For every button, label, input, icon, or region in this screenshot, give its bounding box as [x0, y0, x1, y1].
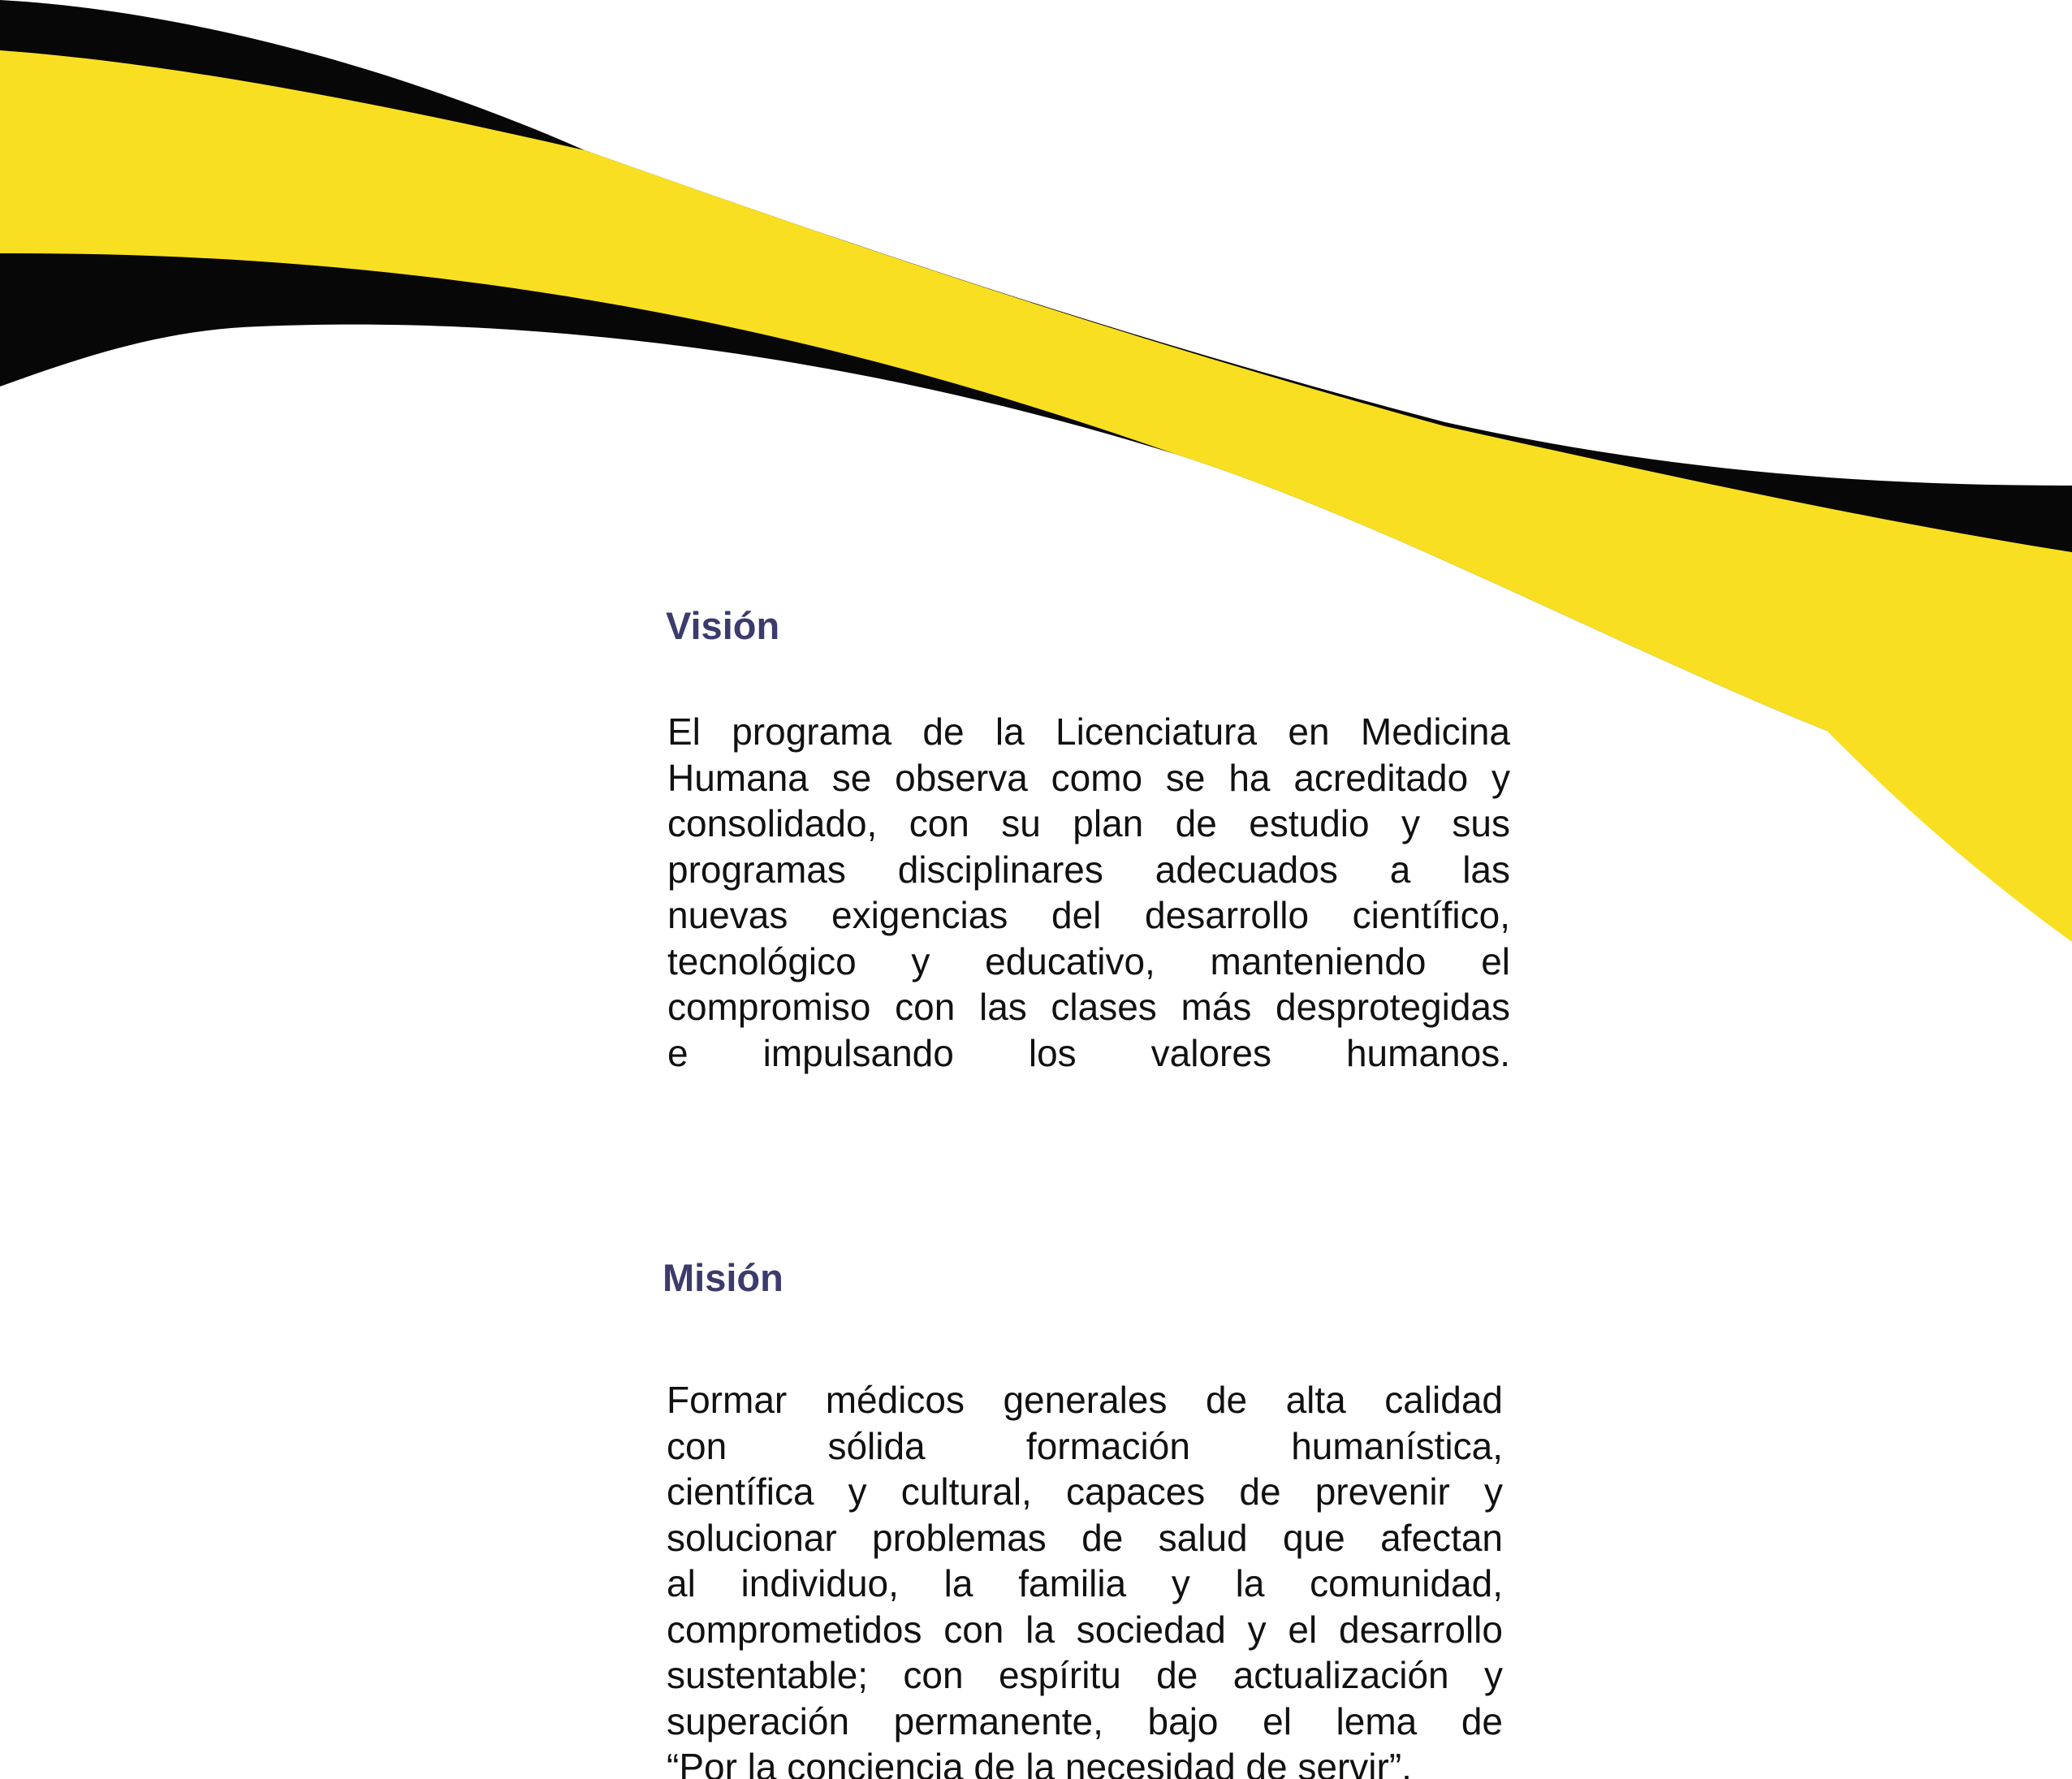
mision-line: científica y cultural, capaces de prevenir y	[667, 1470, 1503, 1513]
mision-line: superación permanente, bajo el lema de	[667, 1699, 1503, 1742]
mision-line: comprometidos con la sociedad y el desarrollo	[667, 1608, 1503, 1651]
mision-line: con sólida formación humanística,	[667, 1424, 1503, 1467]
vision-heading: Visión	[666, 604, 780, 647]
vision-line: Humana se observa como se ha acreditado y	[667, 756, 1510, 799]
vision-line: programas disciplinares adecuados a las	[667, 848, 1510, 891]
mision-paragraph	[667, 1377, 1503, 1779]
vision-line: nuevas exigencias del desarrollo científico,	[667, 894, 1510, 936]
mision-line: Formar médicos generales de alta calidad	[667, 1379, 1503, 1421]
vision-line: compromiso con las clases más desprotegidas	[667, 986, 1510, 1028]
mision-line: “Por la conciencia de la necesidad de servir”.	[667, 1746, 1412, 1779]
vision-line: El programa de la Licenciatura en Medicina	[667, 710, 1510, 753]
vision-line: tecnológico y educativo, manteniendo el	[667, 939, 1510, 982]
mision-line: sustentable; con espíritu de actualización y	[667, 1654, 1503, 1696]
mision-heading: Misión	[663, 1256, 783, 1299]
vision-line: e impulsando los valores humanos.	[667, 1031, 1510, 1074]
vision-paragraph	[667, 709, 1510, 1076]
mision-line: solucionar problemas de salud que afectan	[667, 1516, 1503, 1559]
mision-line: al individuo, la familia y la comunidad,	[667, 1562, 1503, 1604]
vision-line: consolidado, con su plan de estudio y sus	[667, 802, 1510, 844]
